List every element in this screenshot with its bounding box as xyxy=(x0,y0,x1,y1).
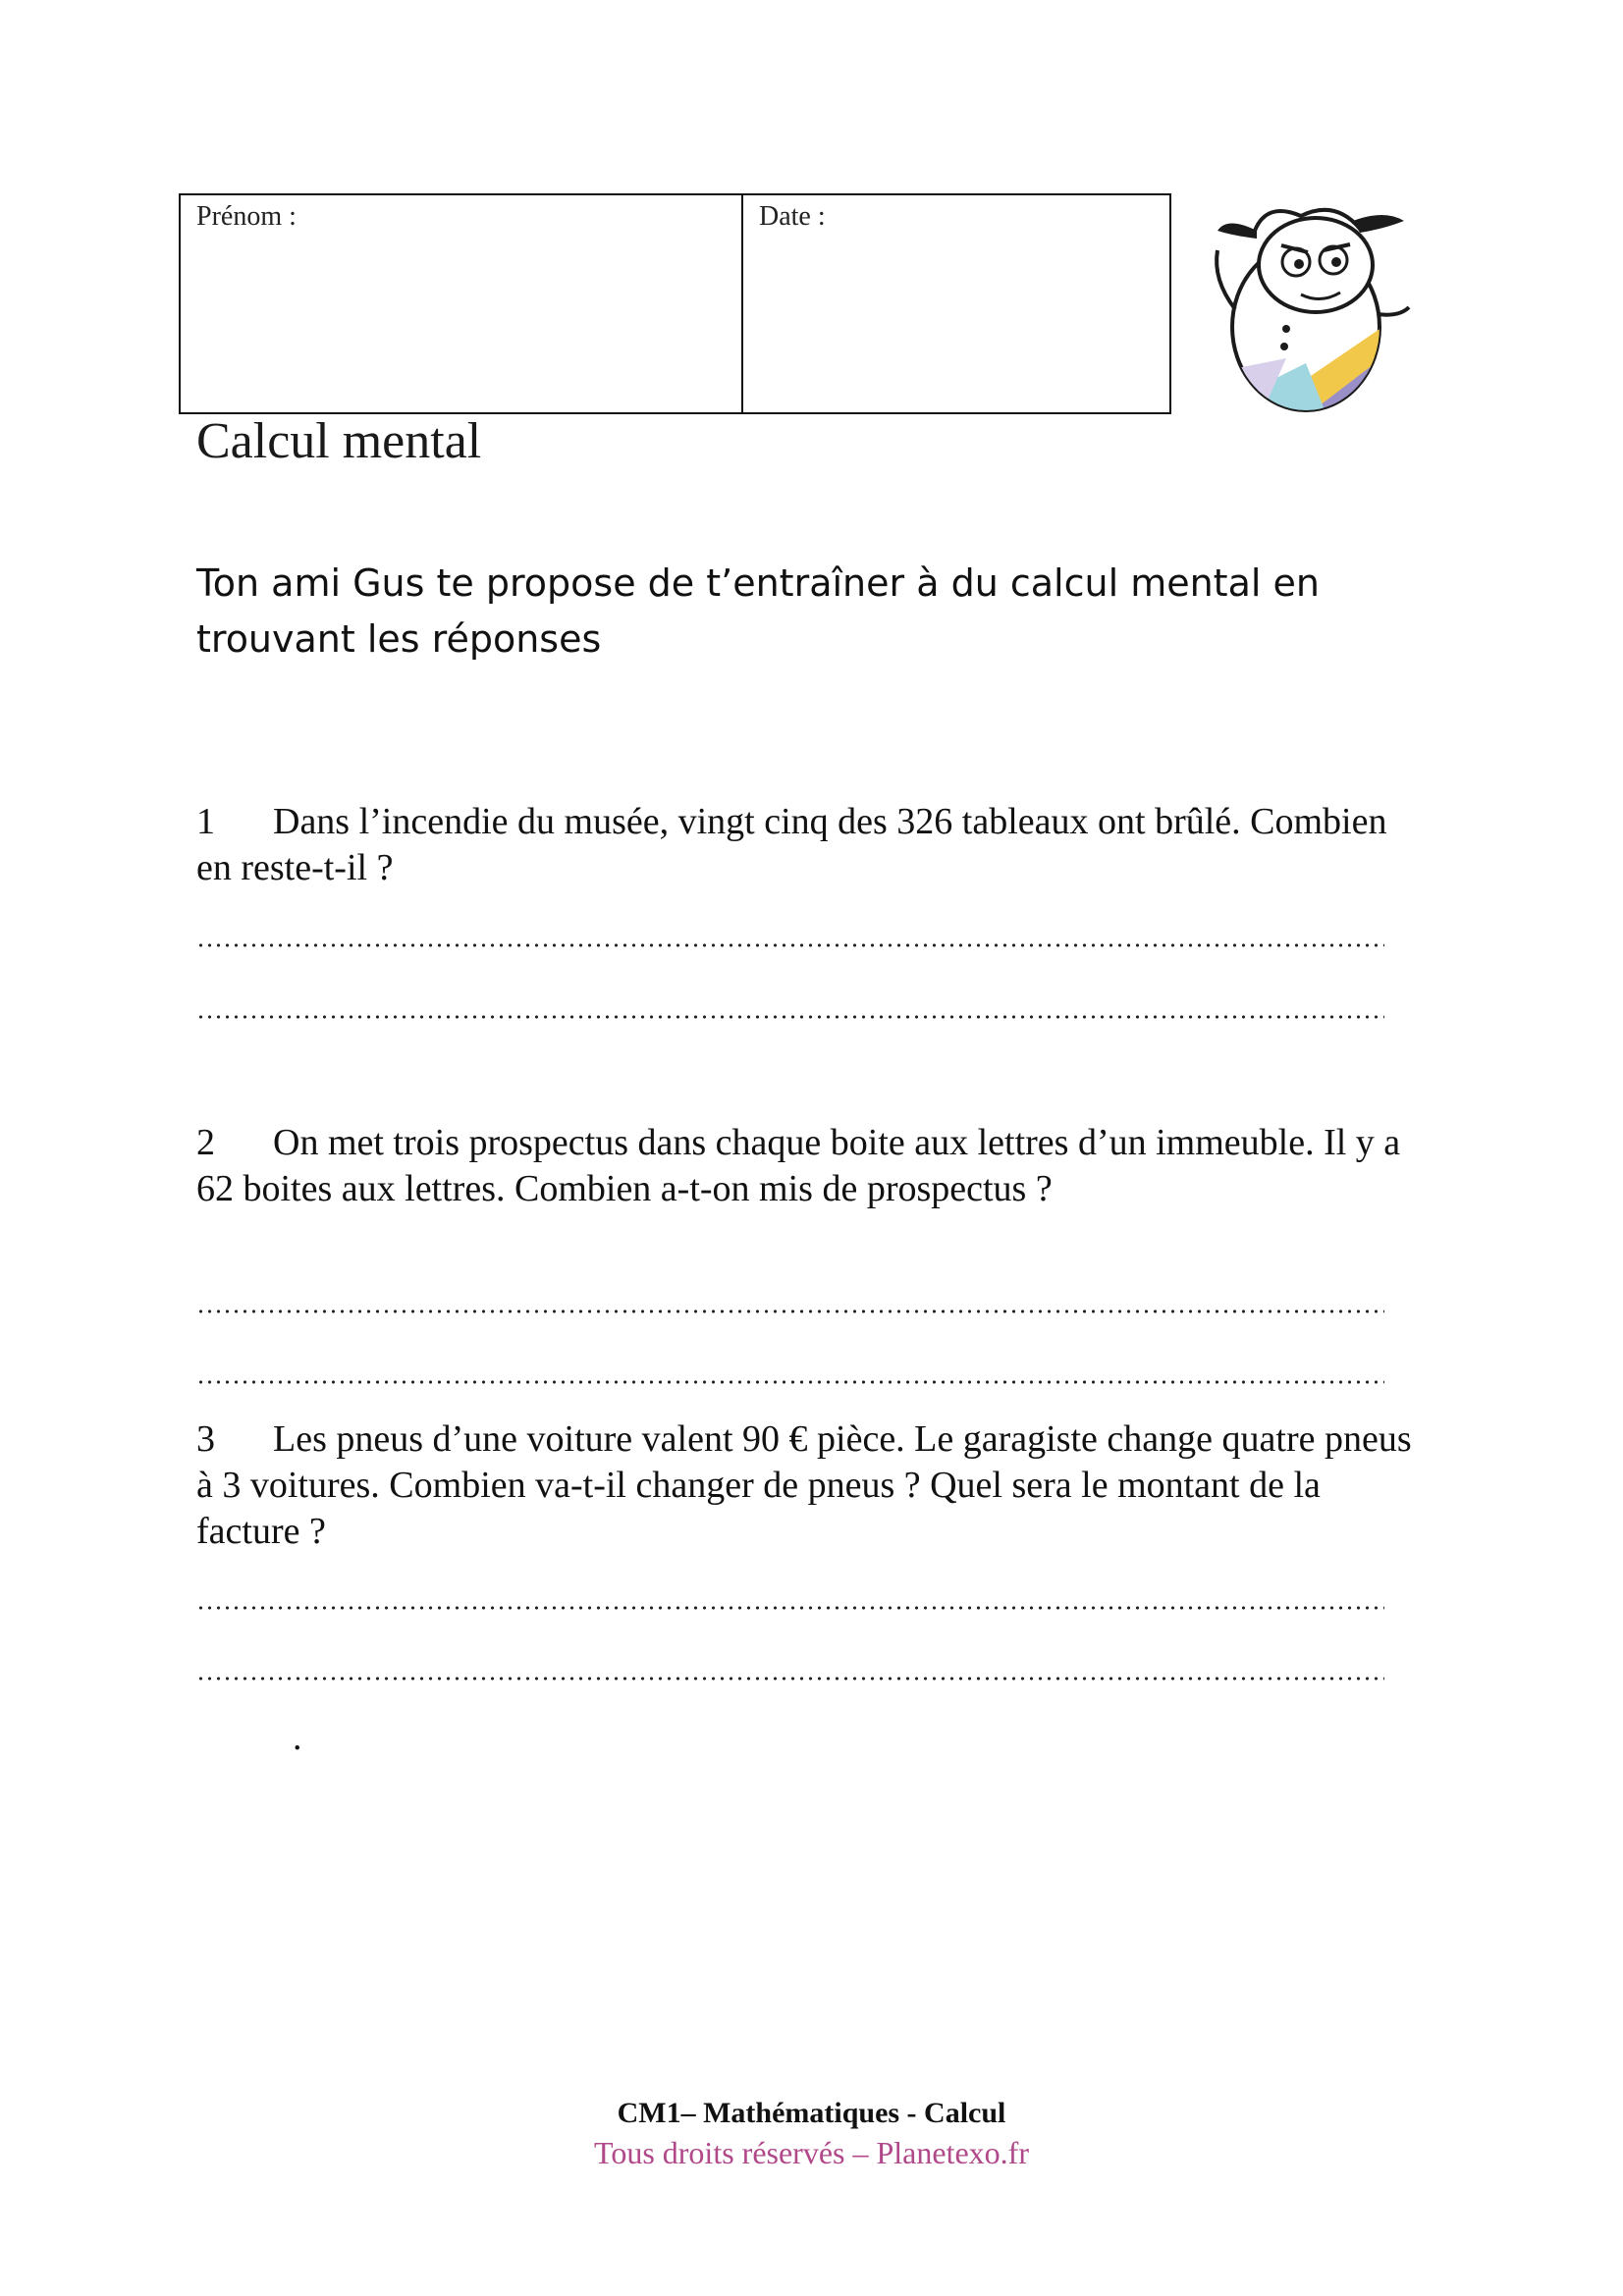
answer-line[interactable] xyxy=(196,1309,1384,1313)
answer-line[interactable] xyxy=(196,1677,1384,1681)
answer-line[interactable] xyxy=(196,1606,1384,1610)
answer-line[interactable] xyxy=(196,1015,1384,1019)
footer-subject: CM1– Mathématiques - Calcul xyxy=(617,2097,1006,2129)
answer-line[interactable] xyxy=(196,1380,1384,1384)
page-title: Calcul mental xyxy=(196,413,482,469)
question-2 xyxy=(196,1120,1414,1212)
name-label: Prénom : xyxy=(196,201,297,232)
question-text: On met trois prospectus dans chaque boite aux lettres d’un immeuble. Il y a 62 boites aux lettres. Combien a-t-on mis de prospectus ? xyxy=(196,1122,1401,1209)
gus-sheep-mascot-icon xyxy=(1198,191,1414,417)
question-number: 1 xyxy=(196,801,215,842)
name-cell[interactable] xyxy=(181,195,743,412)
question-number: 3 xyxy=(196,1418,215,1460)
intro-text: Ton ami Gus te propose de t’entraîner à du calcul mental en trouvant les réponses xyxy=(196,561,1320,661)
stray-mark: . xyxy=(293,1717,302,1758)
answer-line[interactable] xyxy=(196,943,1384,947)
question-number: 2 xyxy=(196,1122,215,1163)
question-text: Dans l’incendie du musée, vingt cinq des 326 tableaux ont brûlé. Combien en reste-t-il ? xyxy=(196,801,1387,888)
question-3 xyxy=(196,1416,1414,1555)
question-1 xyxy=(196,799,1414,891)
date-cell[interactable] xyxy=(743,195,1169,412)
footer-rights: Tous droits réservés – Planetexo.fr xyxy=(594,2135,1029,2170)
date-label: Date : xyxy=(759,201,826,232)
question-text: Les pneus d’une voiture valent 90 € pièce. Le garagiste change quatre pneus à 3 voitures. Combien va-t-il changer de pneus ? Quel sera le montant de la facture ? xyxy=(196,1418,1412,1552)
student-info-table xyxy=(179,193,1171,414)
